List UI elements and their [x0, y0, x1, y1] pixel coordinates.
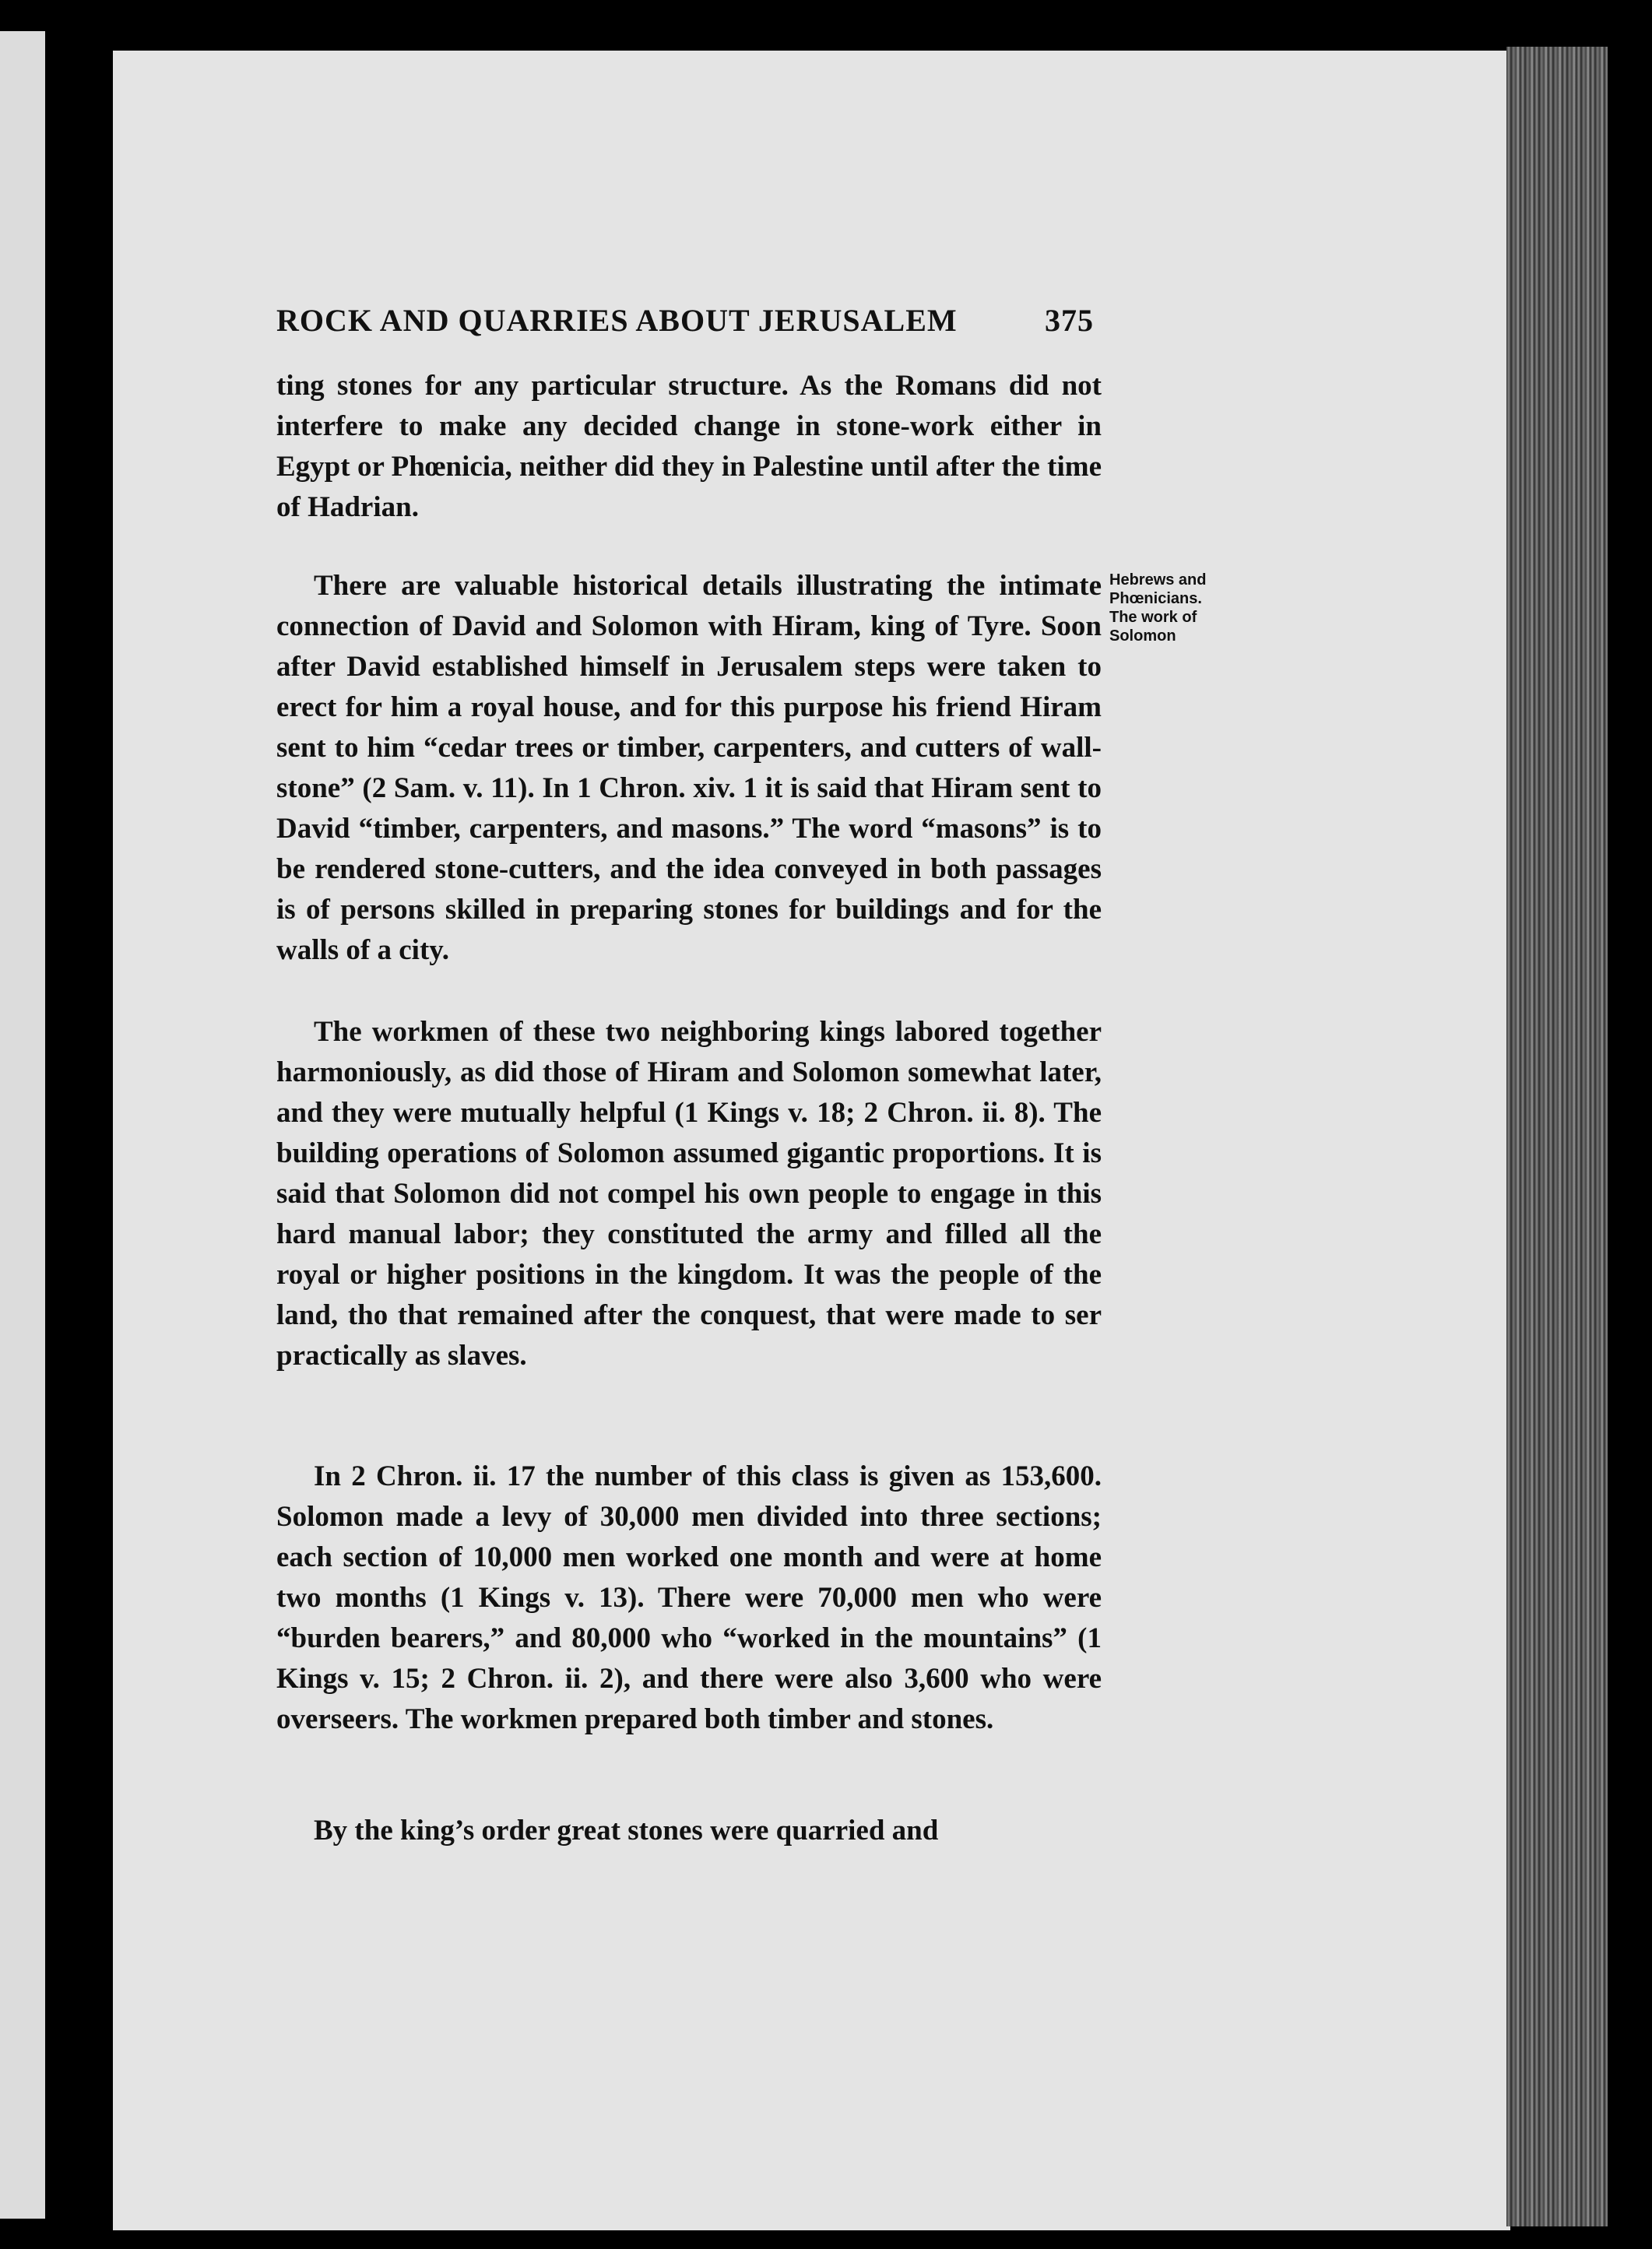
margin-note-line: Solomon — [1109, 627, 1176, 645]
paragraph-1: ting stones for any particular structure. As the Romans did not interfere to make any decided change in stone-work either in Egypt or Phœnicia, neither did they in Palestine until after the time of Hadrian. — [276, 370, 1102, 523]
running-header — [276, 302, 1094, 339]
page-edges — [1506, 47, 1608, 2226]
page-number: 375 — [1045, 303, 1094, 338]
margin-note-line: Phœnicians. — [1109, 590, 1202, 607]
adjacent-page-edge — [0, 31, 45, 2219]
margin-note-line: Hebrews and — [1109, 571, 1207, 589]
margin-note-line: The work of — [1109, 609, 1197, 626]
margin-note — [1109, 571, 1257, 645]
paragraph-3: The workmen of these two neighboring kings labored together harmoniously, as did those of Hiram and Solomon somewhat later, and they were mutually helpful (1 Kings v. 18; 2 Chron. ii. 8). The building operations of Solomon assumed gigantic proportions. It is said that Solomon did not compel his own people to engage in this hard manual labor; they constituted the army and filled all the royal or higher positions in the kingdom. It was the people of the land, tho that remained after the conquest, that were made to ser practically as slaves. — [276, 1016, 1102, 1372]
paragraph-5: By the king’s order great stones were quarried and — [314, 1815, 939, 1847]
paragraph-2: There are valuable historical details illustrating the intimate connection of David and Solomon with Hiram, king of Tyre. Soon after David established himself in Jerusalem steps were taken to erect for him a royal house, and for this purpose his friend Hiram sent to him “cedar trees or timber, carpenters, and cutters of wall-stone” (2 Sam. v. 11). In 1 Chron. xiv. 1 it is said that Hiram sent to David “timber, carpenters, and masons.” The word “masons” is to be rendered stone-cutters, and the idea conveyed in both passages is of persons skilled in preparing stones for buildings and for the walls of a city. — [276, 570, 1102, 966]
running-title: ROCK AND QUARRIES ABOUT JERUSALEM — [276, 303, 958, 338]
paragraph-4: In 2 Chron. ii. 17 the number of this class is given as 153,600. Solomon made a levy of 30,000 men divided into three sections; each section of 10,000 men worked one month and were at home two months (1 Kings v. 13). There were 70,000 men who were “burden bearers,” and 80,000 who “worked in the mountains” (1 Kings v. 15; 2 Chron. ii. 2), and there were also 3,600 who were overseers. The workmen prepared both timber and stones. — [276, 1460, 1102, 1735]
